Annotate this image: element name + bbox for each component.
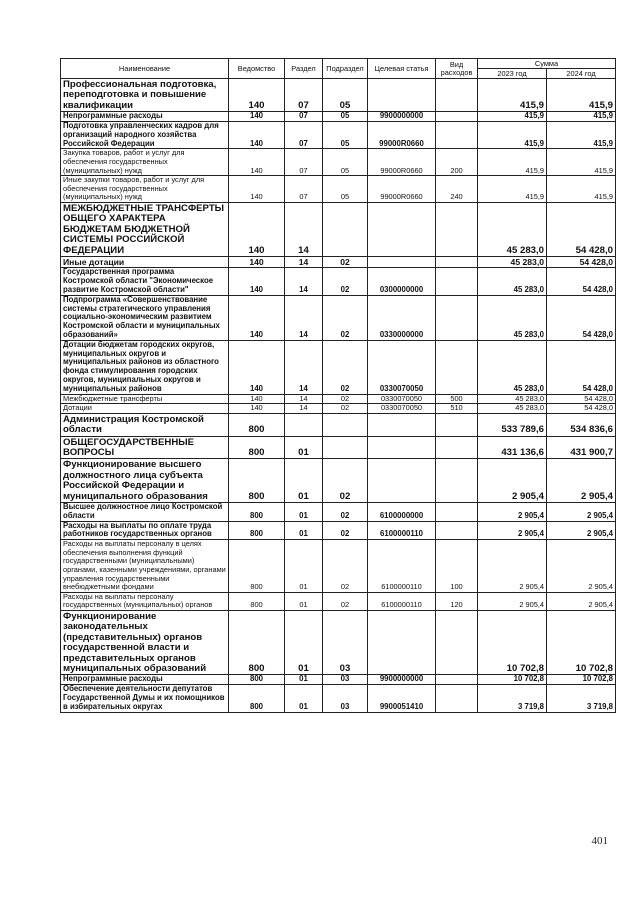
row-sum-2023: 45 283,0 <box>478 202 547 256</box>
row-dept: 140 <box>229 394 285 404</box>
row-subsection: 05 <box>323 122 368 149</box>
row-sum-2024: 415,9 <box>547 112 616 122</box>
page-number: 401 <box>591 835 608 847</box>
row-kind: 240 <box>436 176 478 203</box>
row-section: 01 <box>285 521 323 540</box>
row-sum-2024: 54 428,0 <box>547 295 616 340</box>
row-sum-2024: 3 719,8 <box>547 685 616 712</box>
row-target <box>368 610 436 674</box>
table-row <box>61 340 616 394</box>
table-row <box>61 610 616 674</box>
row-section: 07 <box>285 149 323 176</box>
table-row <box>61 295 616 340</box>
row-subsection: 05 <box>323 79 368 112</box>
row-kind: 500 <box>436 394 478 404</box>
row-sum-2024: 2 905,4 <box>547 459 616 503</box>
col-header-kind: Вид расходов <box>436 59 478 79</box>
table-row <box>61 202 616 256</box>
row-sum-2024: 54 428,0 <box>547 257 616 268</box>
row-section: 01 <box>285 685 323 712</box>
row-name: Дотации <box>61 404 229 414</box>
row-section: 01 <box>285 592 323 610</box>
row-sum-2023: 2 905,4 <box>478 503 547 522</box>
table-row <box>61 122 616 149</box>
row-name: Подготовка управленческих кадров для организаций народного хозяйства Российской Федерации <box>61 122 229 149</box>
row-target: 6100000110 <box>368 521 436 540</box>
row-name: Администрация Костромской области <box>61 413 229 436</box>
row-section: 14 <box>285 202 323 256</box>
row-kind <box>436 685 478 712</box>
row-sum-2024: 415,9 <box>547 122 616 149</box>
row-sum-2024: 2 905,4 <box>547 503 616 522</box>
table-row <box>61 176 616 203</box>
row-kind <box>436 79 478 112</box>
row-target: 6100000110 <box>368 540 436 593</box>
row-section: 01 <box>285 503 323 522</box>
row-dept: 140 <box>229 268 285 295</box>
row-target: 99000R0660 <box>368 149 436 176</box>
row-sum-2024: 415,9 <box>547 79 616 112</box>
table-row <box>61 79 616 112</box>
row-name: Высшее должностное лицо Костромской области <box>61 503 229 522</box>
row-name: ОБЩЕГОСУДАРСТВЕННЫЕ ВОПРОСЫ <box>61 436 229 459</box>
row-section: 14 <box>285 404 323 414</box>
col-header-dept: Ведомство <box>229 59 285 79</box>
row-sum-2024: 54 428,0 <box>547 394 616 404</box>
table-row <box>61 394 616 404</box>
row-subsection: 02 <box>323 268 368 295</box>
row-name: Расходы на выплаты по оплате труда работников государственных органов <box>61 521 229 540</box>
row-sum-2023: 45 283,0 <box>478 257 547 268</box>
row-dept: 800 <box>229 521 285 540</box>
row-subsection: 02 <box>323 503 368 522</box>
row-target <box>368 202 436 256</box>
col-header-2023: 2023 год <box>478 69 547 79</box>
row-subsection: 05 <box>323 176 368 203</box>
row-target: 0330000000 <box>368 295 436 340</box>
row-target: 99000R0660 <box>368 122 436 149</box>
row-dept: 800 <box>229 675 285 685</box>
table-row <box>61 149 616 176</box>
row-dept: 800 <box>229 503 285 522</box>
row-name: Закупка товаров, работ и услуг для обеспечения государственных (муниципальных) нужд <box>61 149 229 176</box>
row-dept: 800 <box>229 540 285 593</box>
row-dept: 140 <box>229 122 285 149</box>
row-subsection: 02 <box>323 459 368 503</box>
row-sum-2023: 10 702,8 <box>478 610 547 674</box>
row-name: Расходы на выплаты персоналу государственных (муниципальных) органов <box>61 592 229 610</box>
row-section: 01 <box>285 540 323 593</box>
row-sum-2023: 533 789,6 <box>478 413 547 436</box>
row-name: Иные дотации <box>61 257 229 268</box>
table-row <box>61 268 616 295</box>
row-sum-2024: 415,9 <box>547 176 616 203</box>
table-row <box>61 112 616 122</box>
row-sum-2023: 415,9 <box>478 176 547 203</box>
row-sum-2023: 415,9 <box>478 122 547 149</box>
table-row <box>61 436 616 459</box>
row-section: 01 <box>285 675 323 685</box>
row-section: 14 <box>285 257 323 268</box>
row-kind: 200 <box>436 149 478 176</box>
row-sum-2023: 3 719,8 <box>478 685 547 712</box>
table-row <box>61 404 616 414</box>
table-row <box>61 257 616 268</box>
row-sum-2023: 415,9 <box>478 79 547 112</box>
row-subsection: 02 <box>323 394 368 404</box>
table-row <box>61 540 616 593</box>
row-name: Непрограммные расходы <box>61 675 229 685</box>
row-kind <box>436 436 478 459</box>
row-subsection <box>323 202 368 256</box>
row-sum-2023: 10 702,8 <box>478 675 547 685</box>
row-target: 9900051410 <box>368 685 436 712</box>
row-dept: 140 <box>229 149 285 176</box>
row-sum-2024: 10 702,8 <box>547 610 616 674</box>
row-sum-2023: 415,9 <box>478 149 547 176</box>
row-name: Профессиональная подготовка, переподготовка и повышение квалификации <box>61 79 229 112</box>
row-target: 6100000000 <box>368 503 436 522</box>
table-row <box>61 521 616 540</box>
row-dept: 800 <box>229 592 285 610</box>
row-dept: 140 <box>229 404 285 414</box>
row-dept: 800 <box>229 685 285 712</box>
row-name: Подпрограмма «Совершенствование системы стратегического управления социально-экономическим развитием Костромской области и муниципальных образований» <box>61 295 229 340</box>
row-subsection: 03 <box>323 675 368 685</box>
row-sum-2023: 415,9 <box>478 112 547 122</box>
table-row <box>61 503 616 522</box>
row-kind <box>436 503 478 522</box>
row-subsection: 05 <box>323 112 368 122</box>
row-name: Обеспечение деятельности депутатов Государственной Думы и их помощников в избирательных округах <box>61 685 229 712</box>
row-sum-2023: 2 905,4 <box>478 540 547 593</box>
row-sum-2024: 54 428,0 <box>547 202 616 256</box>
row-kind: 100 <box>436 540 478 593</box>
row-sum-2024: 54 428,0 <box>547 268 616 295</box>
row-dept: 800 <box>229 413 285 436</box>
row-target <box>368 79 436 112</box>
row-section: 14 <box>285 340 323 394</box>
row-kind <box>436 340 478 394</box>
row-section: 14 <box>285 295 323 340</box>
row-sum-2024: 2 905,4 <box>547 592 616 610</box>
row-section: 14 <box>285 394 323 404</box>
row-section <box>285 413 323 436</box>
row-sum-2024: 2 905,4 <box>547 521 616 540</box>
row-subsection: 05 <box>323 149 368 176</box>
row-dept: 140 <box>229 176 285 203</box>
col-header-sum: Сумма <box>478 59 616 69</box>
table-row <box>61 685 616 712</box>
row-kind <box>436 295 478 340</box>
row-subsection: 02 <box>323 592 368 610</box>
table-row <box>61 459 616 503</box>
row-subsection: 02 <box>323 540 368 593</box>
row-sum-2023: 2 905,4 <box>478 459 547 503</box>
row-subsection <box>323 436 368 459</box>
budget-table <box>60 58 616 713</box>
row-kind <box>436 202 478 256</box>
budget-sheet <box>60 58 615 713</box>
row-target <box>368 413 436 436</box>
row-target <box>368 459 436 503</box>
row-name: Непрограммные расходы <box>61 112 229 122</box>
row-target: 99000R0660 <box>368 176 436 203</box>
row-kind <box>436 675 478 685</box>
row-sum-2024: 10 702,8 <box>547 675 616 685</box>
row-dept: 800 <box>229 436 285 459</box>
row-kind: 120 <box>436 592 478 610</box>
row-dept: 800 <box>229 459 285 503</box>
row-section: 07 <box>285 122 323 149</box>
row-kind <box>436 112 478 122</box>
row-sum-2023: 431 136,6 <box>478 436 547 459</box>
row-name: Функционирование высшего должностного лица субъекта Российской Федерации и муниципального образования <box>61 459 229 503</box>
row-section: 07 <box>285 112 323 122</box>
row-name: МЕЖБЮДЖЕТНЫЕ ТРАНСФЕРТЫ ОБЩЕГО ХАРАКТЕРА БЮДЖЕТАМ БЮДЖЕТНОЙ СИСТЕМЫ РОССИЙСКОЙ ФЕДЕРАЦИИ <box>61 202 229 256</box>
row-section: 01 <box>285 459 323 503</box>
row-kind <box>436 459 478 503</box>
row-sum-2023: 45 283,0 <box>478 394 547 404</box>
table-row <box>61 675 616 685</box>
col-header-subsection: Подраздел <box>323 59 368 79</box>
row-target <box>368 257 436 268</box>
row-target: 9900000000 <box>368 112 436 122</box>
row-subsection: 02 <box>323 295 368 340</box>
row-kind <box>436 413 478 436</box>
row-section: 07 <box>285 79 323 112</box>
row-sum-2024: 431 900,7 <box>547 436 616 459</box>
row-target: 0330070050 <box>368 340 436 394</box>
row-sum-2023: 45 283,0 <box>478 404 547 414</box>
table-body <box>61 79 616 713</box>
row-section: 14 <box>285 268 323 295</box>
row-kind <box>436 521 478 540</box>
row-name: Дотации бюджетам городских округов, муниципальных округов и муниципальных районов из областного фонда стимулирования городских округов, муниципальных округов и муниципальных районов <box>61 340 229 394</box>
col-header-section: Раздел <box>285 59 323 79</box>
row-subsection: 03 <box>323 685 368 712</box>
row-sum-2024: 54 428,0 <box>547 340 616 394</box>
row-sum-2024: 534 836,6 <box>547 413 616 436</box>
row-sum-2023: 45 283,0 <box>478 268 547 295</box>
row-sum-2024: 54 428,0 <box>547 404 616 414</box>
row-dept: 140 <box>229 79 285 112</box>
row-kind: 510 <box>436 404 478 414</box>
row-sum-2023: 45 283,0 <box>478 295 547 340</box>
row-sum-2023: 45 283,0 <box>478 340 547 394</box>
col-header-2024: 2024 год <box>547 69 616 79</box>
row-sum-2023: 2 905,4 <box>478 592 547 610</box>
table-row <box>61 592 616 610</box>
row-section: 01 <box>285 436 323 459</box>
row-subsection: 02 <box>323 340 368 394</box>
table-row <box>61 413 616 436</box>
row-target: 0330070050 <box>368 394 436 404</box>
row-target: 0300000000 <box>368 268 436 295</box>
row-sum-2023: 2 905,4 <box>478 521 547 540</box>
row-name: Функционирование законодательных (представительных) органов государственной власти и представительных органов муниципальных образований <box>61 610 229 674</box>
row-subsection <box>323 413 368 436</box>
row-subsection: 02 <box>323 257 368 268</box>
row-dept: 140 <box>229 340 285 394</box>
row-kind <box>436 268 478 295</box>
row-name: Расходы на выплаты персоналу в целях обеспечения выполнения функций государственными (муниципальными) органами, казенными учреждениями, органами управления государственными внебюджетными фондами <box>61 540 229 593</box>
row-sum-2024: 2 905,4 <box>547 540 616 593</box>
row-subsection: 02 <box>323 404 368 414</box>
row-name: Межбюджетные трансферты <box>61 394 229 404</box>
row-sum-2024: 415,9 <box>547 149 616 176</box>
row-subsection: 03 <box>323 610 368 674</box>
row-name: Государственная программа Костромской области "Экономическое развитие Костромской области" <box>61 268 229 295</box>
row-target: 9900000000 <box>368 675 436 685</box>
row-dept: 800 <box>229 610 285 674</box>
row-subsection: 02 <box>323 521 368 540</box>
col-header-target: Целевая статья <box>368 59 436 79</box>
row-name: Иные закупки товаров, работ и услуг для обеспечения государственных (муниципальных) нужд <box>61 176 229 203</box>
row-section: 07 <box>285 176 323 203</box>
row-section: 01 <box>285 610 323 674</box>
row-kind <box>436 122 478 149</box>
row-dept: 140 <box>229 257 285 268</box>
row-dept: 140 <box>229 112 285 122</box>
row-kind <box>436 257 478 268</box>
row-target: 0330070050 <box>368 404 436 414</box>
col-header-name: Наименование <box>61 59 229 79</box>
row-dept: 140 <box>229 295 285 340</box>
row-dept: 140 <box>229 202 285 256</box>
row-target <box>368 436 436 459</box>
row-kind <box>436 610 478 674</box>
row-target: 6100000110 <box>368 592 436 610</box>
